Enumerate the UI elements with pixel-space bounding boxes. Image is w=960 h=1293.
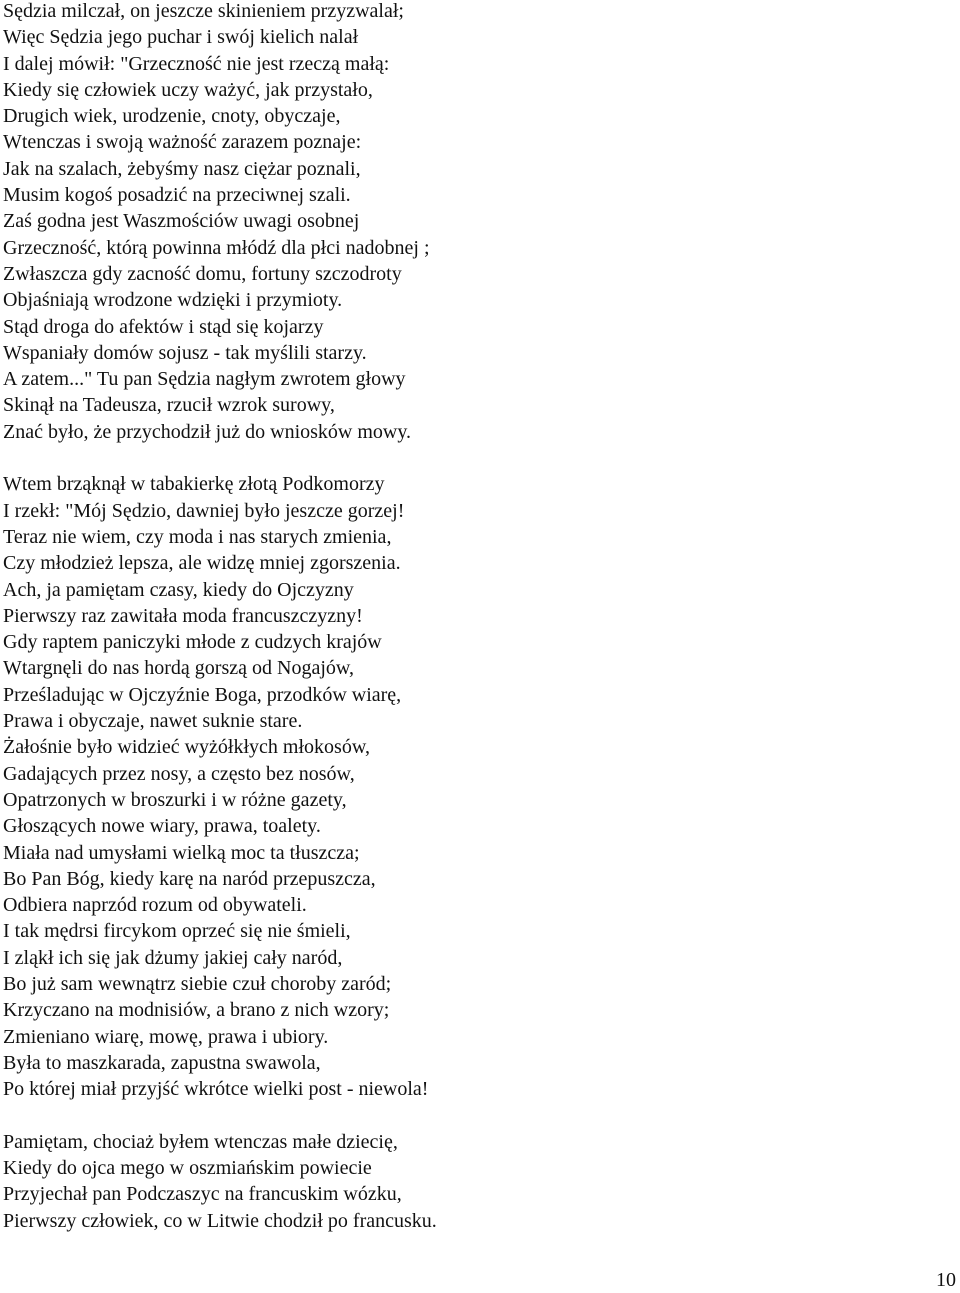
poem-line: Bo Pan Bóg, kiedy karę na naród przepuszcza, (3, 867, 376, 890)
poem-line: Teraz nie wiem, czy moda i nas starych zmienia, (3, 525, 392, 548)
poem-line: Stąd droga do afektów i stąd się kojarzy (3, 315, 324, 338)
poem-line: I tak mędrsi fircykom oprzeć się nie śmieli, (3, 920, 351, 943)
poem-line: Ach, ja pamiętam czasy, kiedy do Ojczyzny (3, 578, 354, 601)
poem-line: Opatrzonych w broszurki i w różne gazety, (3, 788, 347, 811)
poem-line: Drugich wiek, urodzenie, cnoty, obyczaje, (3, 105, 341, 128)
poem-line: Grzeczność, którą powinna młódź dla płci nadobnej ; (3, 236, 430, 259)
poem-line: Wtenczas i swoją ważność zarazem poznaje: (3, 131, 362, 154)
poem-line: Więc Sędzia jego puchar i swój kielich nalał (3, 26, 359, 49)
poem-line: Wtargnęli do nas hordą gorszą od Nogajów, (3, 657, 355, 680)
poem-line: Była to maszkarada, zapustna swawola, (3, 1051, 321, 1074)
poem-line: Prześladując w Ojczyźnie Boga, przodków wiarę, (3, 683, 402, 706)
poem-line: Odbiera naprzód rozum od obywateli. (3, 894, 307, 917)
poem-line: Krzyczano na modnisiów, a brano z nich wzory; (3, 999, 390, 1022)
poem-line: Gdy raptem paniczyki młode z cudzych krajów (3, 631, 382, 654)
page-number: 10 (936, 1269, 956, 1291)
poem-line: I dalej mówił: "Grzeczność nie jest rzeczą małą: (3, 52, 390, 75)
poem-line: Miała nad umysłami wielką moc ta tłuszcza; (3, 841, 360, 864)
poem-line: Pierwszy raz zawitała moda francuszczyzny! (3, 604, 363, 627)
poem-line: A zatem..." Tu pan Sędzia nagłym zwrotem głowy (3, 368, 406, 391)
poem-line: Bo już sam wewnątrz siebie czuł choroby zaród; (3, 972, 392, 995)
poem-line: Gadających przez nosy, a często bez nosów, (3, 762, 355, 785)
poem-line: Wspaniały domów sojusz - tak myślili starzy. (3, 341, 367, 364)
poem-line: Kiedy do ojca mego w oszmiańskim powiecie (3, 1157, 372, 1180)
poem-line: Głoszących nowe wiary, prawa, toalety. (3, 815, 321, 838)
poem-line: Skinął na Tadeusza, rzucił wzrok surowy, (3, 394, 335, 417)
poem-line: Po której miał przyjść wkrótce wielki post - niewola! (3, 1078, 429, 1101)
poem-line: I zląkł ich się jak dżumy jakiej cały naród, (3, 946, 343, 969)
poem-line: Sędzia milczał, on jeszcze skinieniem przyzwalał; (3, 0, 404, 22)
poem-line: Przyjechał pan Podczaszyc na francuskim wózku, (3, 1183, 402, 1206)
poem-line: Objaśniają wrodzone wdzięki i przymioty. (3, 289, 343, 312)
poem-text (3, 0, 943, 1260)
poem-line: Znać było, że przychodził już do wniosków mowy. (3, 420, 412, 443)
stanza-2 (3, 471, 943, 1102)
poem-line: Prawa i obyczaje, nawet suknie stare. (3, 710, 303, 733)
poem-line: I rzekł: "Mój Sędzio, dawniej było jeszcze gorzej! (3, 499, 405, 522)
poem-line: Pamiętam, chociaż byłem wtenczas małe dziecię, (3, 1130, 398, 1153)
stanza-1 (3, 0, 943, 445)
poem-line: Kiedy się człowiek uczy ważyć, jak przystało, (3, 78, 373, 101)
poem-line: Zaś godna jest Waszmościów uwagi osobnej (3, 210, 360, 233)
poem-line: Wtem brząknął w tabakierkę złotą Podkomorzy (3, 473, 385, 496)
poem-line: Musim kogoś posadzić na przeciwnej szali. (3, 184, 351, 207)
poem-line: Pierwszy człowiek, co w Litwie chodził po francusku. (3, 1209, 437, 1232)
poem-line: Czy młodzież lepsza, ale widzę mniej zgorszenia. (3, 552, 401, 575)
stanza-3 (3, 1129, 943, 1234)
poem-line: Jak na szalach, żebyśmy nasz ciężar poznali, (3, 157, 361, 180)
poem-line: Żałośnie było widzieć wyżółkłych młokosów, (3, 736, 370, 759)
poem-line: Zwłaszcza gdy zacność domu, fortuny szczodroty (3, 262, 402, 285)
poem-line: Zmieniano wiarę, mowę, prawa i ubiory. (3, 1025, 329, 1048)
